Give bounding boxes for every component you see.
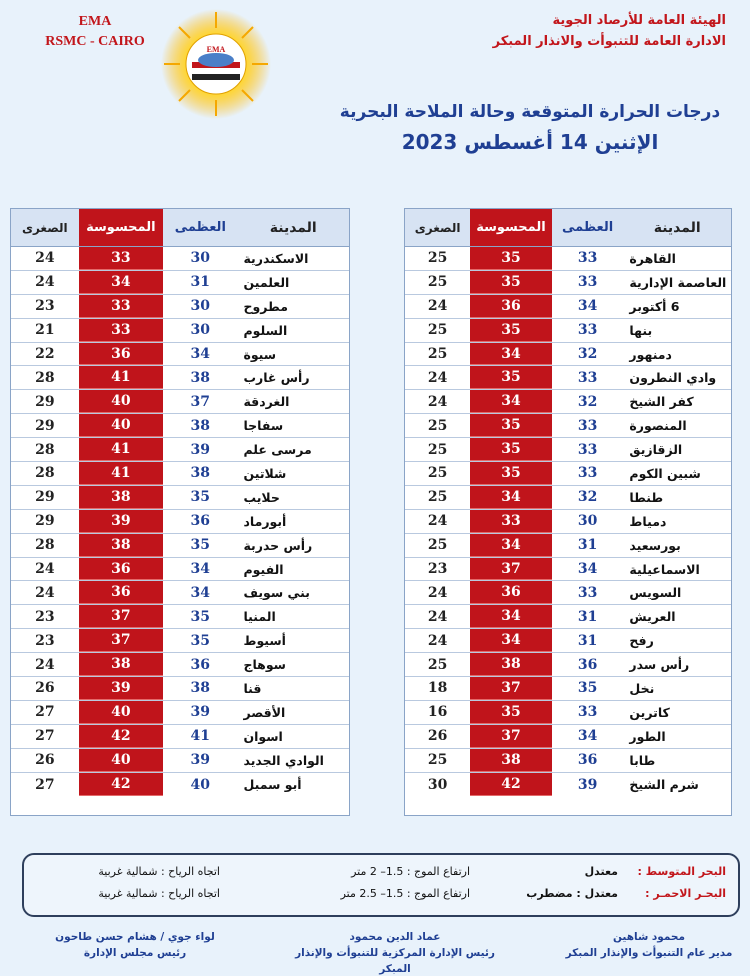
city-cell: رفح xyxy=(629,633,654,649)
min-temp-cell: 24 xyxy=(427,584,448,601)
table-row xyxy=(405,438,731,462)
feels-like-cell: 41 xyxy=(79,366,164,389)
table-row xyxy=(405,271,731,295)
max-temp-cell: 38 xyxy=(190,369,211,386)
feels-like-cell: 38 xyxy=(470,749,552,772)
city-cell: قنا xyxy=(243,680,262,696)
feels-like-cell: 35 xyxy=(470,438,552,461)
min-temp-cell: 25 xyxy=(427,656,448,673)
table-row xyxy=(405,605,731,629)
table-row xyxy=(11,581,349,605)
table-row xyxy=(11,629,349,653)
city-cell: مرسى علم xyxy=(243,442,312,458)
table-row xyxy=(405,677,731,701)
feels-like-cell: 34 xyxy=(470,390,552,413)
feels-like-cell: 35 xyxy=(470,271,552,294)
city-cell: كاترين xyxy=(629,704,670,720)
max-temp-cell: 38 xyxy=(190,465,211,482)
min-temp-cell: 28 xyxy=(35,465,55,482)
min-temp-cell: 29 xyxy=(35,513,55,530)
city-cell: رأس سدر xyxy=(629,657,690,673)
max-temp-cell: 33 xyxy=(577,417,598,434)
min-temp-cell: 26 xyxy=(35,752,55,769)
max-temp-cell: 36 xyxy=(577,752,598,769)
sea-wind: اتجاه الرياح : شمالية غربية xyxy=(98,865,220,878)
city-cell: 6 أكتوبر xyxy=(629,298,680,314)
max-temp-cell: 32 xyxy=(577,393,598,410)
min-temp-cell: 27 xyxy=(35,776,55,793)
max-temp-cell: 34 xyxy=(190,584,211,601)
max-temp-cell: 33 xyxy=(577,274,598,291)
max-temp-cell: 33 xyxy=(577,322,598,339)
feels-like-cell: 38 xyxy=(79,653,164,676)
max-temp-cell: 33 xyxy=(577,584,598,601)
sea-state: معتدل xyxy=(584,865,618,878)
min-temp-cell: 24 xyxy=(35,656,55,673)
max-temp-cell: 33 xyxy=(577,441,598,458)
min-temp-cell: 24 xyxy=(35,250,55,267)
city-cell: أسيوط xyxy=(243,633,286,649)
min-temp-cell: 24 xyxy=(35,274,55,291)
table-row xyxy=(11,414,349,438)
col-min: الصغرى xyxy=(414,220,461,235)
min-temp-cell: 25 xyxy=(427,465,448,482)
table-row xyxy=(11,749,349,773)
city-cell: أبو سمبل xyxy=(243,777,302,793)
max-temp-cell: 30 xyxy=(190,250,211,267)
min-temp-cell: 24 xyxy=(427,608,448,625)
sea-wave: ارتفاع الموج : 1.5– 2 متر xyxy=(351,865,470,878)
city-cell: وادي النطرون xyxy=(629,370,717,386)
min-temp-cell: 26 xyxy=(35,680,55,697)
min-temp-cell: 25 xyxy=(427,489,448,506)
min-temp-cell: 27 xyxy=(35,704,55,721)
sea-name: البحر المتوسط : xyxy=(637,865,726,878)
max-temp-cell: 35 xyxy=(577,680,598,697)
max-temp-cell: 34 xyxy=(577,298,598,315)
ema-label: EMA xyxy=(78,14,112,29)
max-temp-cell: 35 xyxy=(190,489,211,506)
table-row xyxy=(405,558,731,582)
table-row xyxy=(405,295,731,319)
min-temp-cell: 29 xyxy=(35,489,55,506)
min-temp-cell: 23 xyxy=(427,561,448,578)
city-cell: اسوان xyxy=(243,728,283,744)
min-temp-cell: 24 xyxy=(427,369,448,386)
city-cell: طابا xyxy=(629,752,656,768)
min-temp-cell: 25 xyxy=(427,537,448,554)
min-temp-cell: 28 xyxy=(35,537,55,554)
temperature-table-right xyxy=(404,208,732,816)
table-row xyxy=(405,510,731,534)
feels-like-cell: 42 xyxy=(79,773,164,797)
city-cell: نخل xyxy=(629,680,655,696)
table-row xyxy=(11,701,349,725)
min-temp-cell: 24 xyxy=(427,298,448,315)
min-temp-cell: 24 xyxy=(427,393,448,410)
feels-like-cell: 34 xyxy=(470,605,552,628)
city-cell: سفاجا xyxy=(243,418,284,434)
max-temp-cell: 33 xyxy=(577,704,598,721)
max-temp-cell: 34 xyxy=(577,561,598,578)
min-temp-cell: 24 xyxy=(427,632,448,649)
org-header xyxy=(446,10,726,52)
col-min: الصغرى xyxy=(21,220,68,235)
table-row xyxy=(11,725,349,749)
max-temp-cell: 33 xyxy=(577,250,598,267)
table-row xyxy=(405,462,731,486)
max-temp-cell: 39 xyxy=(190,704,211,721)
table-row xyxy=(405,319,731,343)
table-row xyxy=(405,653,731,677)
table-row xyxy=(11,319,349,343)
sea-row-mediterranean xyxy=(24,865,738,885)
min-temp-cell: 21 xyxy=(35,322,55,339)
max-temp-cell: 31 xyxy=(577,608,598,625)
city-cell: العريش xyxy=(629,609,676,625)
sea-navigation-box xyxy=(22,853,740,917)
table-row xyxy=(405,725,731,749)
sea-wind: اتجاه الرياح : شمالية غربية xyxy=(98,887,220,900)
table-row xyxy=(11,295,349,319)
table-row xyxy=(11,390,349,414)
max-temp-cell: 35 xyxy=(190,608,211,625)
table-row xyxy=(405,749,731,773)
city-cell: السلوم xyxy=(243,322,288,338)
table-row xyxy=(11,247,349,271)
signature-role: مدير عام التنبوأت والإنذار المبكر xyxy=(565,947,733,959)
feels-like-cell: 38 xyxy=(79,534,164,557)
max-temp-cell: 38 xyxy=(190,417,211,434)
max-temp-cell: 33 xyxy=(577,369,598,386)
max-temp-cell: 35 xyxy=(190,537,211,554)
city-cell: بني سويف xyxy=(243,585,310,601)
city-cell: شبين الكوم xyxy=(629,465,701,481)
min-temp-cell: 25 xyxy=(427,417,448,434)
city-cell: العاصمة الإدارية xyxy=(629,274,727,290)
city-cell: رأس غارب xyxy=(243,370,310,386)
table-row xyxy=(405,414,731,438)
min-temp-cell: 16 xyxy=(427,704,448,721)
min-temp-cell: 23 xyxy=(35,298,55,315)
city-cell: العلمين xyxy=(243,274,290,290)
feels-like-cell: 40 xyxy=(79,414,164,437)
feels-like-cell: 33 xyxy=(79,247,164,270)
table-row xyxy=(405,247,731,271)
min-temp-cell: 24 xyxy=(35,584,55,601)
col-feel: المحسوسة xyxy=(470,209,552,246)
city-cell: سيوة xyxy=(243,346,277,362)
feels-like-cell: 37 xyxy=(79,605,164,628)
table-row xyxy=(405,534,731,558)
min-temp-cell: 25 xyxy=(427,346,448,362)
max-temp-cell: 34 xyxy=(577,728,598,745)
title-line1: درجات الحرارة المتوقعة وحالة الملاحة البحرية xyxy=(339,102,721,122)
min-temp-cell: 27 xyxy=(35,728,55,745)
max-temp-cell: 31 xyxy=(577,632,598,649)
feels-like-cell: 36 xyxy=(470,295,552,318)
max-temp-cell: 32 xyxy=(577,489,598,506)
table-row xyxy=(405,773,731,797)
city-cell: الغردقة xyxy=(243,394,290,410)
feels-like-cell: 35 xyxy=(470,319,552,342)
table-row xyxy=(11,462,349,486)
min-temp-cell: 18 xyxy=(427,680,448,697)
table-row xyxy=(11,438,349,462)
city-cell: الأقصر xyxy=(243,704,286,720)
table-row xyxy=(11,343,349,367)
feels-like-cell: 35 xyxy=(470,247,552,270)
city-cell: الطور xyxy=(629,728,666,744)
min-temp-cell: 25 xyxy=(427,322,448,339)
min-temp-cell: 25 xyxy=(427,752,448,769)
feels-like-cell: 34 xyxy=(470,534,552,557)
feels-like-cell: 36 xyxy=(79,558,164,581)
signature-name: لواء جوي / هشام حسن طاحون xyxy=(55,931,215,943)
city-cell: المنصورة xyxy=(629,418,687,434)
city-cell: شرم الشيخ xyxy=(629,777,699,793)
logo-text: EMA xyxy=(206,45,226,54)
max-temp-cell: 38 xyxy=(190,680,211,697)
sea-wave: ارتفاع الموج : 1.5– 2.5 متر xyxy=(340,887,470,900)
table-row xyxy=(11,271,349,295)
feels-like-cell: 38 xyxy=(79,486,164,509)
feels-like-cell: 37 xyxy=(470,558,552,581)
feels-like-cell: 35 xyxy=(470,366,552,389)
min-temp-cell: 24 xyxy=(427,513,448,530)
city-cell: الزقازيق xyxy=(629,442,683,458)
min-temp-cell: 26 xyxy=(427,728,448,745)
table-row xyxy=(11,773,349,797)
sea-row-red-sea xyxy=(24,887,738,907)
max-temp-cell: 39 xyxy=(190,752,211,769)
city-cell: شلاتين xyxy=(243,465,287,481)
table-row xyxy=(405,486,731,510)
max-temp-cell: 33 xyxy=(577,465,598,482)
city-cell: بورسعيد xyxy=(629,537,681,553)
city-cell: الوادي الجديد xyxy=(243,752,324,768)
table-row xyxy=(405,390,731,414)
col-city: المدينة xyxy=(653,219,701,236)
signature-role: رئيس مجلس الإدارة xyxy=(83,947,187,959)
city-cell: كفر الشيخ xyxy=(629,394,694,410)
table-row xyxy=(405,343,731,367)
feels-like-cell: 40 xyxy=(79,701,164,724)
min-temp-cell: 29 xyxy=(35,417,55,434)
city-cell: طنطا xyxy=(629,489,664,505)
max-temp-cell: 37 xyxy=(190,393,211,410)
city-cell: السويس xyxy=(629,585,682,601)
ema-header-left xyxy=(30,14,160,50)
feels-like-cell: 34 xyxy=(470,343,552,366)
org-line1: الهيئة العامة للأرصاد الجوية xyxy=(552,13,726,28)
table-body xyxy=(11,247,349,796)
max-temp-cell: 34 xyxy=(190,561,211,578)
max-temp-cell: 30 xyxy=(190,322,211,339)
table-row xyxy=(405,701,731,725)
city-cell: الاسكندرية xyxy=(243,250,309,266)
feels-like-cell: 34 xyxy=(79,271,164,294)
max-temp-cell: 31 xyxy=(577,537,598,554)
table-header xyxy=(11,209,349,247)
signature-name: عماد الدين محمود xyxy=(349,931,441,943)
city-cell: دمياط xyxy=(629,513,667,529)
feels-like-cell: 34 xyxy=(470,486,552,509)
table-row xyxy=(11,653,349,677)
table-row xyxy=(405,366,731,390)
feels-like-cell: 33 xyxy=(79,295,164,318)
feels-like-cell: 39 xyxy=(79,510,164,533)
table-row xyxy=(405,629,731,653)
table-row xyxy=(405,581,731,605)
min-temp-cell: 23 xyxy=(35,632,55,649)
table-row xyxy=(11,558,349,582)
signature-role: رئيس الإدارة المركزية للتنبوأت والإنذار المبكر xyxy=(295,947,495,975)
title-date: الإثنين 14 أغسطس 2023 xyxy=(401,130,659,154)
feels-like-cell: 33 xyxy=(79,319,164,342)
signature-central-admin xyxy=(290,929,500,976)
min-temp-cell: 29 xyxy=(35,393,55,410)
feels-like-cell: 42 xyxy=(470,773,552,797)
feels-like-cell: 36 xyxy=(470,581,552,604)
min-temp-cell: 23 xyxy=(35,608,55,625)
max-temp-cell: 39 xyxy=(190,441,211,458)
col-city: المدينة xyxy=(269,219,317,236)
max-temp-cell: 41 xyxy=(190,728,211,745)
max-temp-cell: 31 xyxy=(190,274,211,291)
max-temp-cell: 35 xyxy=(190,632,211,649)
city-cell: الفيوم xyxy=(243,561,284,577)
page-title xyxy=(330,102,730,154)
min-temp-cell: 25 xyxy=(427,250,448,267)
table-row xyxy=(11,366,349,390)
feels-like-cell: 37 xyxy=(470,725,552,748)
rsmc-label: RSMC - CAIRO xyxy=(45,34,145,49)
min-temp-cell: 22 xyxy=(35,346,55,362)
max-temp-cell: 30 xyxy=(577,513,598,530)
max-temp-cell: 39 xyxy=(577,776,598,793)
feels-like-cell: 40 xyxy=(79,390,164,413)
feels-like-cell: 39 xyxy=(79,677,164,700)
temperature-table-left xyxy=(10,208,350,816)
max-temp-cell: 36 xyxy=(577,656,598,673)
city-cell: أبورماد xyxy=(243,513,287,529)
sea-state: معتدل : مضطرب xyxy=(526,887,618,900)
table-row xyxy=(11,486,349,510)
feels-like-cell: 38 xyxy=(470,653,552,676)
feels-like-cell: 35 xyxy=(470,414,552,437)
feels-like-cell: 41 xyxy=(79,462,164,485)
ema-sun-logo-icon xyxy=(160,8,272,120)
feels-like-cell: 37 xyxy=(470,677,552,700)
min-temp-cell: 28 xyxy=(35,369,55,386)
feels-like-cell: 35 xyxy=(470,701,552,724)
min-temp-cell: 25 xyxy=(427,441,448,458)
col-max: العظمى xyxy=(561,220,614,235)
table-header xyxy=(405,209,731,247)
table-row xyxy=(11,510,349,534)
city-cell: الاسماعيلية xyxy=(629,561,700,577)
city-cell: دمنهور xyxy=(629,346,672,362)
min-temp-cell: 24 xyxy=(35,561,55,578)
signature-director xyxy=(564,929,734,961)
city-cell: المنيا xyxy=(243,609,276,625)
feels-like-cell: 35 xyxy=(470,462,552,485)
city-cell: القاهرة xyxy=(629,250,676,266)
feels-like-cell: 36 xyxy=(79,581,164,604)
sea-name: البحـر الاحمـر : xyxy=(645,887,726,900)
city-cell: رأس حدربة xyxy=(243,537,313,553)
max-temp-cell: 34 xyxy=(190,346,211,362)
col-feel: المحسوسة xyxy=(79,209,164,246)
table-row xyxy=(11,677,349,701)
table-body xyxy=(405,247,731,796)
max-temp-cell: 40 xyxy=(190,776,211,793)
min-temp-cell: 25 xyxy=(427,274,448,291)
max-temp-cell: 36 xyxy=(190,656,211,673)
city-cell: حلايب xyxy=(243,489,280,505)
signature-name: محمود شاهين xyxy=(612,931,686,943)
feels-like-cell: 37 xyxy=(79,629,164,652)
feels-like-cell: 42 xyxy=(79,725,164,748)
max-temp-cell: 36 xyxy=(190,513,211,530)
feels-like-cell: 36 xyxy=(79,343,164,366)
min-temp-cell: 28 xyxy=(35,441,55,458)
table-row xyxy=(11,605,349,629)
city-cell: مطروح xyxy=(243,298,288,314)
min-temp-cell: 30 xyxy=(427,776,448,793)
feels-like-cell: 40 xyxy=(79,749,164,772)
feels-like-cell: 33 xyxy=(470,510,552,533)
max-temp-cell: 30 xyxy=(190,298,211,315)
org-line2: الادارة العامة للتنبوأت والانذار المبكر xyxy=(492,34,726,49)
col-max: العظمى xyxy=(174,220,226,235)
city-cell: بنها xyxy=(629,322,653,338)
max-temp-cell: 32 xyxy=(577,346,598,362)
city-cell: سوهاج xyxy=(243,657,286,673)
feels-like-cell: 34 xyxy=(470,629,552,652)
signature-chairman xyxy=(40,929,230,961)
table-row xyxy=(11,534,349,558)
feels-like-cell: 41 xyxy=(79,438,164,461)
